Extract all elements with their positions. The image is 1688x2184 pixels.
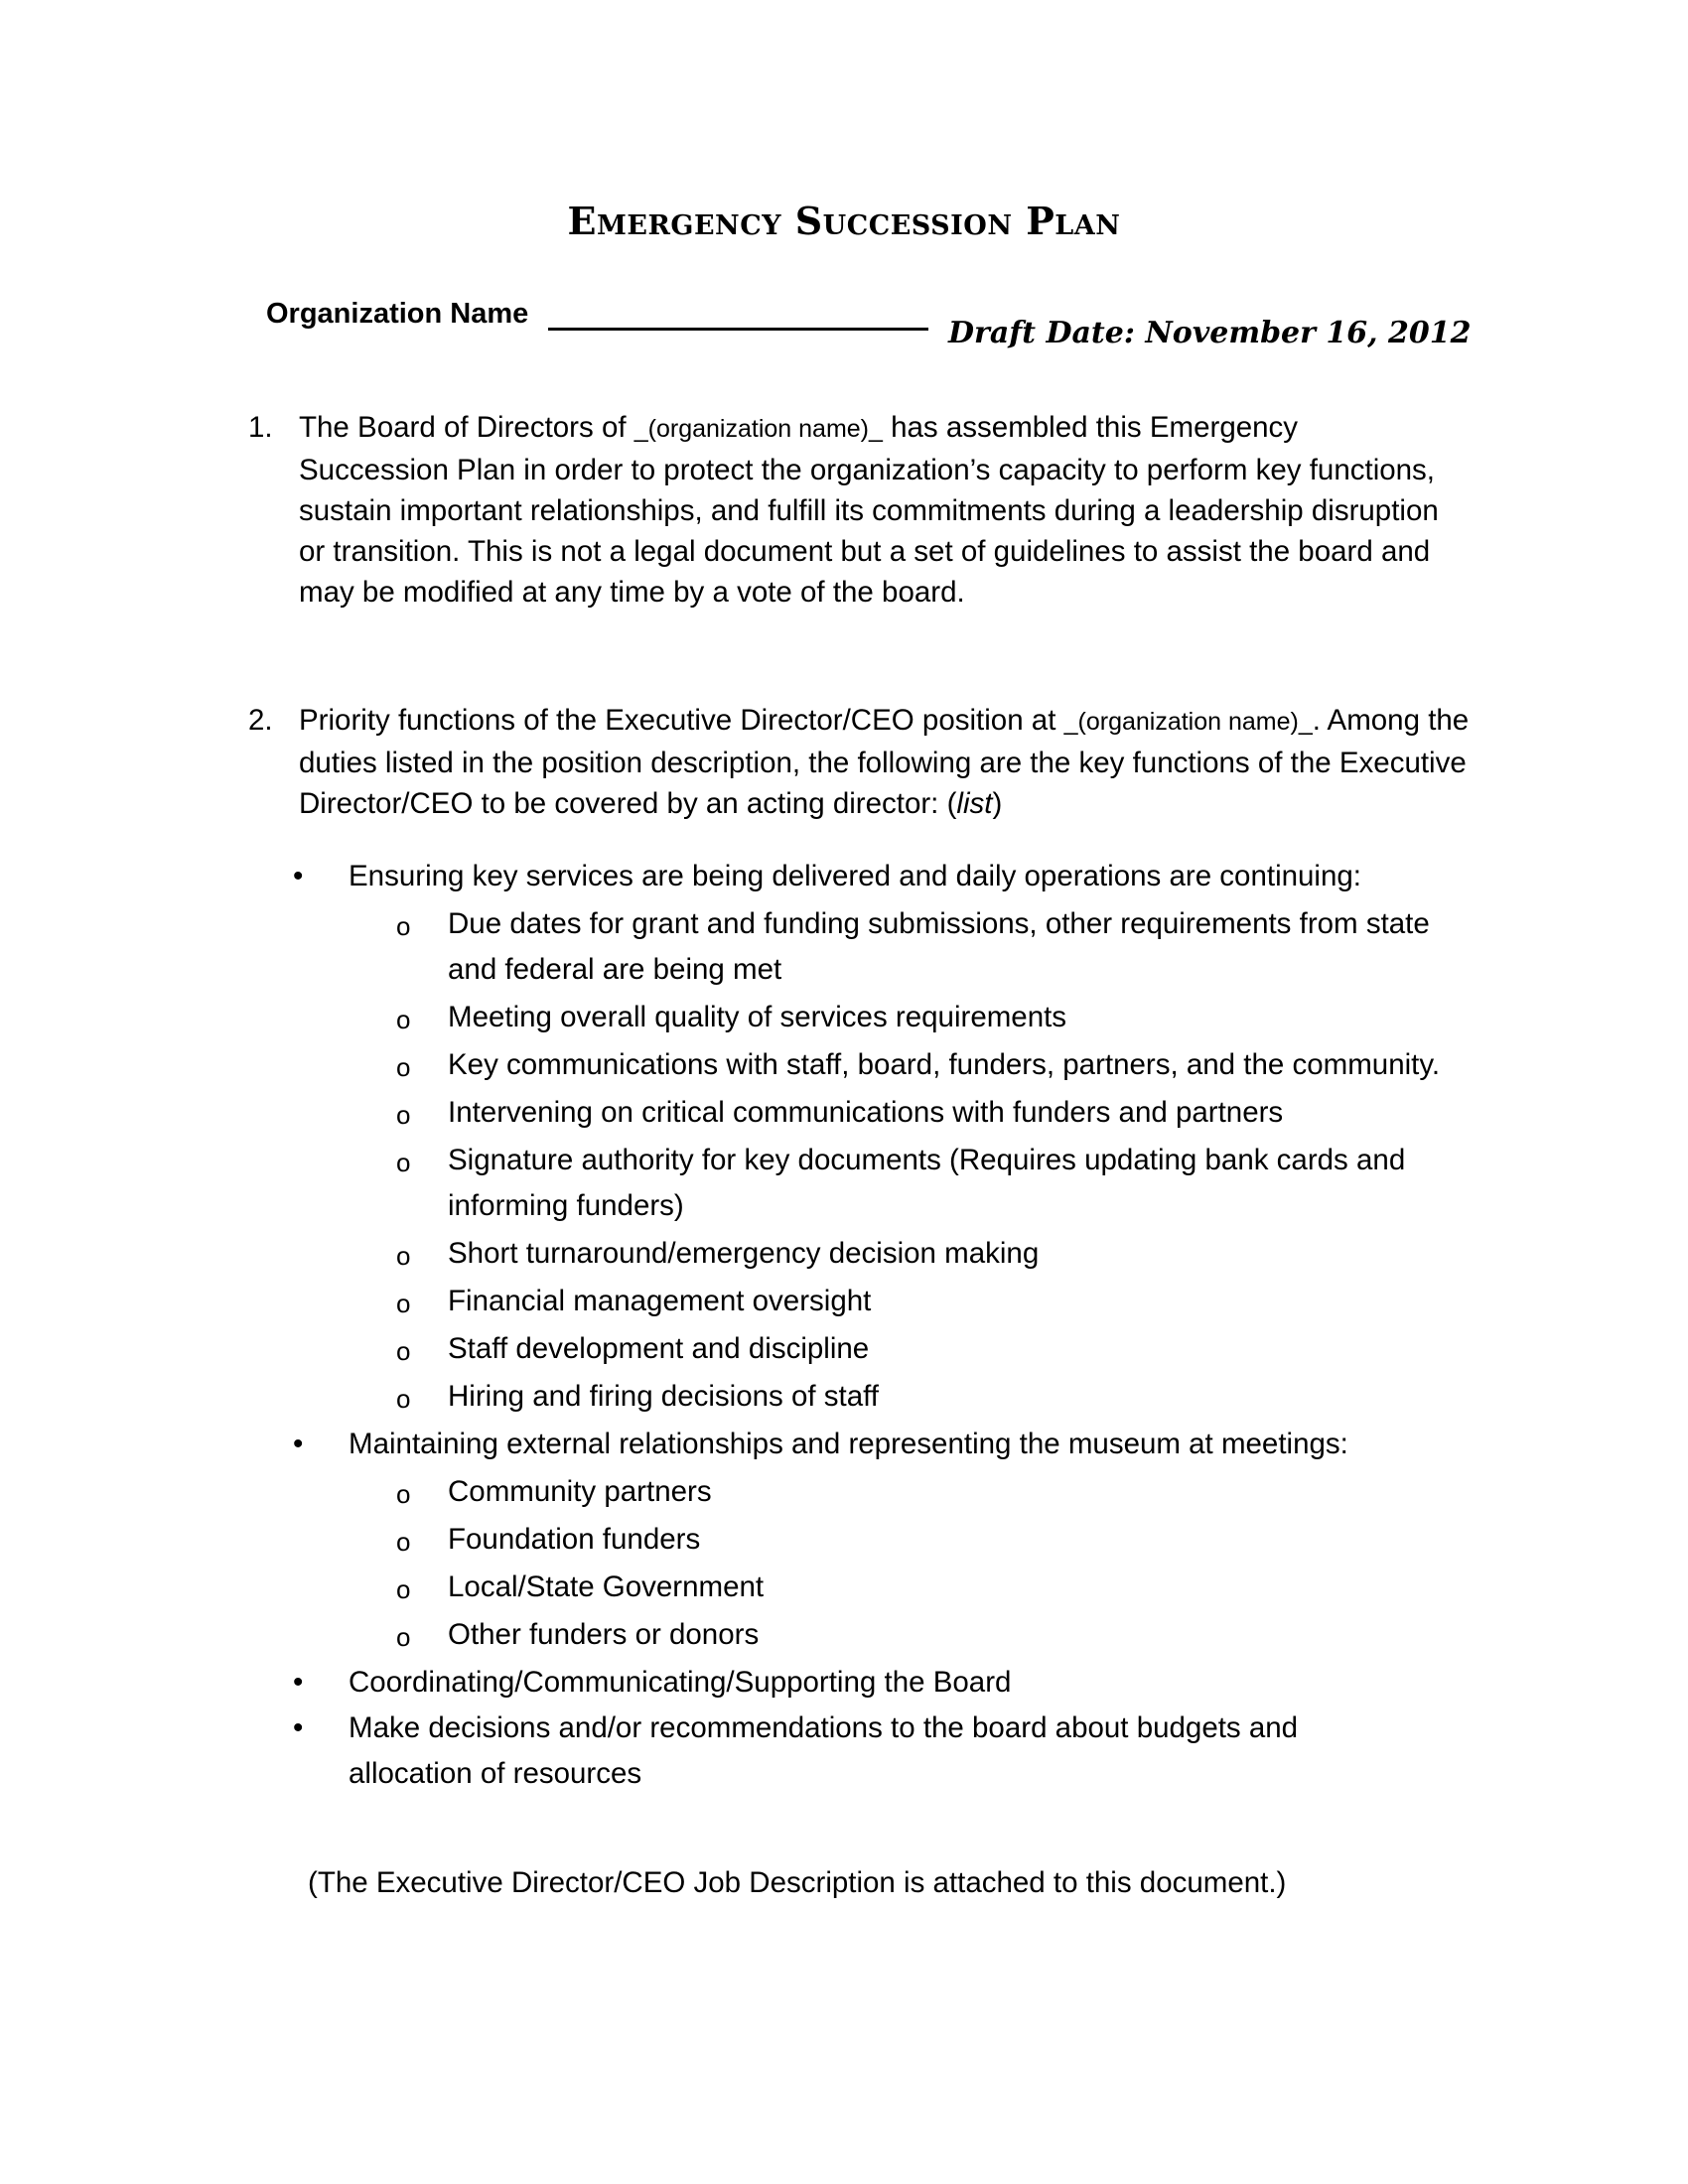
sub-marker: o: [396, 1148, 411, 1177]
sub-item: [293, 1231, 1484, 1277]
sub-text: Local/State Government: [448, 1570, 765, 1603]
sub-marker: o: [396, 1005, 411, 1034]
item-text: Priority functions of the Executive Director/CEO position at: [299, 704, 1064, 737]
item-paragraph: [299, 407, 1441, 613]
organization-placeholder: _(organization name)_: [633, 415, 883, 443]
bullet-marker: •: [293, 1666, 304, 1699]
sub-marker: o: [396, 1052, 411, 1082]
sub-text: Signature authority for key documents (Requires updating bank cards and informing funders): [448, 1144, 1406, 1222]
sub-item: [293, 1090, 1484, 1136]
item-text: has assembled this Emergency Succession Plan in order to protect the organization’s capacity to perform key functions, sustain important relationships, and fulfill its commitments during a leadership disruption or transition. This is not a legal document but a set of guidelines to assist the board and may be modified at any time by a vote of the board.: [299, 411, 1439, 609]
bullet-text: Maintaining external relationships and representing the museum at meetings:: [349, 1428, 1348, 1460]
sub-marker: o: [396, 1574, 411, 1604]
item-number: 1.: [248, 411, 273, 444]
organization-placeholder: _(organization name)_: [1063, 708, 1313, 736]
bullet-item: [293, 1422, 1484, 1467]
item-text: ): [992, 787, 1003, 820]
sub-item: [293, 1374, 1484, 1420]
sub-list: [293, 1469, 1484, 1658]
bullet-item: [293, 1660, 1484, 1706]
sub-item: [293, 1469, 1484, 1515]
draft-date: Draft Date: November 16, 2012: [948, 316, 1472, 350]
bullet-marker: •: [293, 860, 304, 892]
sub-item: [293, 1279, 1484, 1324]
bullet-marker: •: [293, 1711, 304, 1744]
sub-item: [293, 1565, 1484, 1610]
sub-list: [293, 901, 1484, 1420]
item-number: 2.: [248, 704, 273, 737]
list-word: list: [956, 787, 993, 820]
item-paragraph: [299, 700, 1490, 824]
bullet-marker: •: [293, 1428, 304, 1460]
sub-marker: o: [396, 911, 411, 941]
sub-marker: o: [396, 1336, 411, 1366]
sub-item: [293, 1326, 1484, 1372]
sub-text: Key communications with staff, board, funders, partners, and the community.: [448, 1048, 1441, 1081]
sub-text: Community partners: [448, 1475, 712, 1508]
sub-item: [293, 1138, 1500, 1229]
bullet-item: [293, 854, 1484, 899]
sub-marker: o: [396, 1100, 411, 1130]
item-text: . Among the duties listed in the position description, the following are the key functions of the Executive Director/CEO to be covered by an acting director: (: [299, 704, 1470, 820]
sub-text: Intervening on critical communications with funders and partners: [448, 1096, 1284, 1129]
sub-text: Hiring and firing decisions of staff: [448, 1380, 879, 1413]
organization-name-blank-line: [548, 328, 928, 331]
sub-text: Due dates for grant and funding submissions, other requirements from state and federal are being met: [448, 907, 1430, 986]
sub-marker: o: [396, 1479, 411, 1509]
sub-text: Staff development and discipline: [448, 1332, 870, 1365]
sub-text: Other funders or donors: [448, 1618, 760, 1651]
sub-item: [293, 1042, 1441, 1088]
sub-item: [293, 1517, 1484, 1563]
sub-marker: o: [396, 1527, 411, 1557]
sub-text: Short turnaround/emergency decision making: [448, 1237, 1040, 1270]
bullet-text: Make decisions and/or recommendations to the board about budgets and allocation of resources: [349, 1711, 1299, 1790]
item-text: The Board of Directors of: [299, 411, 634, 444]
organization-name-label: Organization Name: [266, 298, 529, 330]
sub-item: [293, 901, 1441, 993]
sub-text: Foundation funders: [448, 1523, 701, 1556]
sub-text: Financial management oversight: [448, 1285, 872, 1317]
sub-marker: o: [396, 1384, 411, 1414]
bullet-text: Coordinating/Communicating/Supporting the Board: [349, 1666, 1012, 1699]
key-functions-list: [293, 854, 1484, 1797]
document-title: Emergency Succession Plan: [567, 199, 1121, 243]
bullet-text: Ensuring key services are being delivered and daily operations are continuing:: [349, 860, 1361, 892]
sub-item: [293, 995, 1484, 1040]
attachment-note: (The Executive Director/CEO Job Description is attached to this document.): [308, 1866, 1287, 1899]
sub-marker: o: [396, 1289, 411, 1318]
bullet-item: [293, 1706, 1401, 1797]
sub-item: [293, 1612, 1484, 1658]
sub-text: Meeting overall quality of services requirements: [448, 1001, 1067, 1033]
sub-marker: o: [396, 1622, 411, 1652]
sub-marker: o: [396, 1241, 411, 1271]
